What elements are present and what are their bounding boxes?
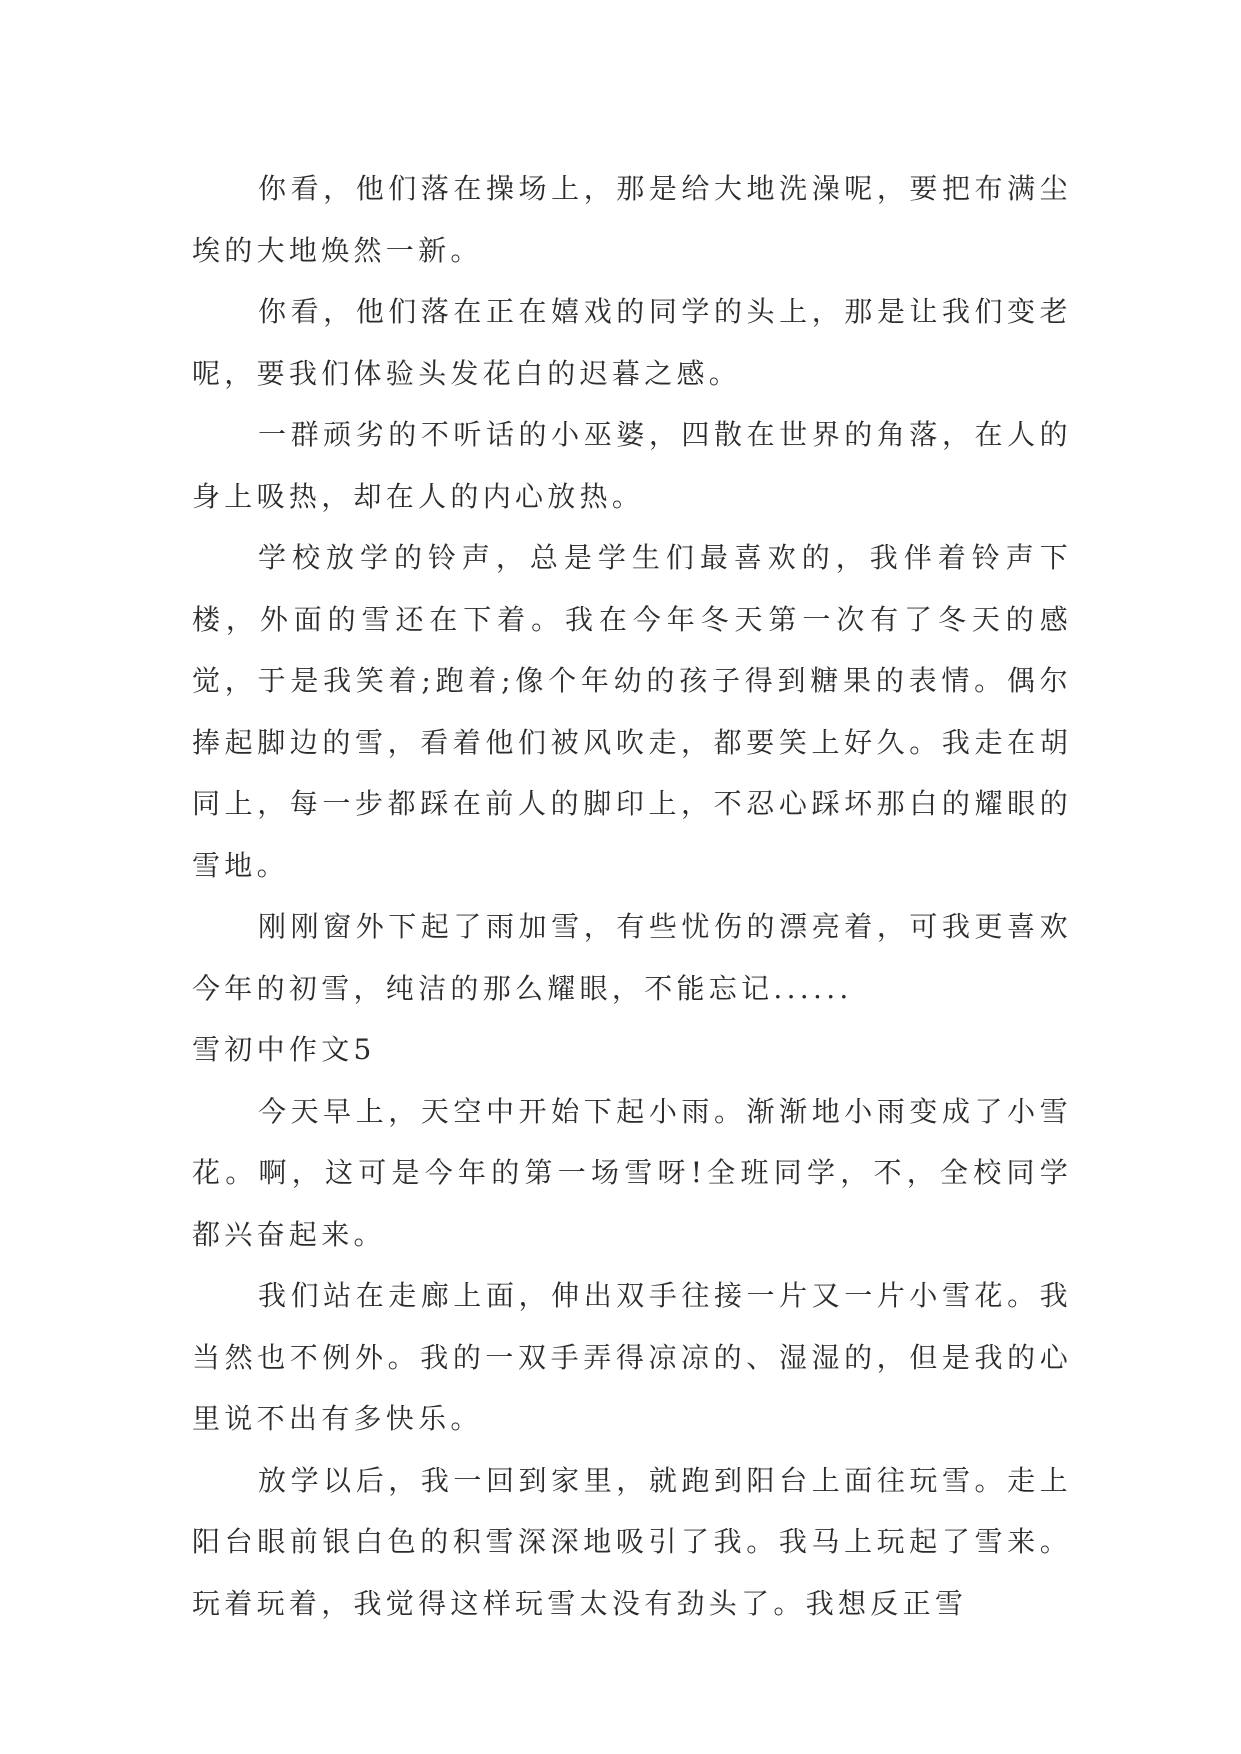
paragraph: 一群顽劣的不听话的小巫婆，四散在世界的角落，在人的身上吸热，却在人的内心放热。	[192, 418, 1072, 513]
article-body	[192, 158, 1072, 1634]
section-title: 雪初中作文5	[192, 1033, 376, 1066]
paragraph: 放学以后，我一回到家里，就跑到阳台上面往玩雪。走上阳台眼前银白色的积雪深深地吸引了我。我马上玩起了雪来。玩着玩着，我觉得这样玩雪太没有劲头了。我想反正雪	[192, 1463, 1072, 1620]
paragraph: 你看，他们落在操场上，那是给大地洗澡呢，要把布满尘埃的大地焕然一新。	[192, 172, 1072, 267]
paragraph: 你看，他们落在正在嬉戏的同学的头上，那是让我们变老呢，要我们体验头发花白的迟暮之感。	[192, 295, 1072, 390]
paragraph: 我们站在走廊上面，伸出双手往接一片又一片小雪花。我当然也不例外。我的一双手弄得凉凉的、湿湿的，但是我的心里说不出有多快乐。	[192, 1279, 1072, 1435]
paragraph: 学校放学的铃声，总是学生们最喜欢的，我伴着铃声下楼，外面的雪还在下着。我在今年冬天第一次有了冬天的感觉，于是我笑着;跑着;像个年幼的孩子得到糖果的表情。偶尔捧起脚边的雪，看着他们被风吹走，都要笑上好久。我走在胡同上，每一步都踩在前人的脚印上，不忍心踩坏那白的耀眼的雪地。	[192, 541, 1072, 882]
paragraph: 刚刚窗外下起了雨加雪，有些忧伤的漂亮着，可我更喜欢今年的初雪，纯洁的那么耀眼，不能忘记......	[192, 910, 1072, 1005]
paragraph: 今天早上，天空中开始下起小雨。渐渐地小雨变成了小雪花。啊，这可是今年的第一场雪呀!全班同学，不，全校同学都兴奋起来。	[192, 1094, 1072, 1251]
